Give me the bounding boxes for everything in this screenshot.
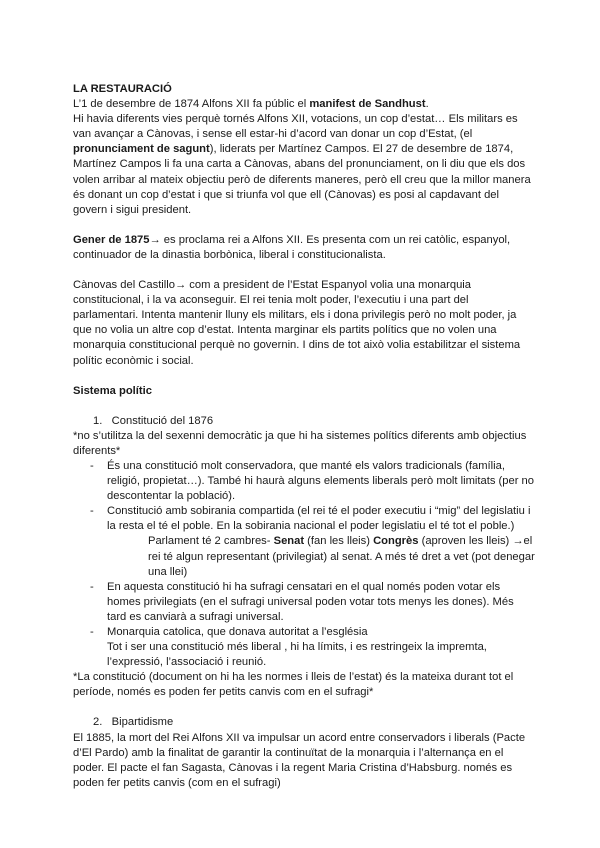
bullet-item bbox=[73, 580, 535, 625]
bullet-item bbox=[73, 459, 535, 504]
bullet-dash: - bbox=[90, 505, 94, 518]
bullet-text: Monarquia catolica, que donava autoritat a l’església bbox=[107, 626, 368, 638]
item-number: 2. bbox=[93, 716, 103, 729]
sub-paragraph-parlament bbox=[73, 534, 535, 579]
bold-term: Congrès bbox=[373, 535, 419, 548]
text-run: Parlament té 2 cambres- bbox=[148, 535, 274, 548]
section-title: Sistema polític bbox=[73, 384, 152, 397]
bullet-dash: - bbox=[90, 580, 94, 593]
bold-term: manifest de Sandhust bbox=[309, 98, 426, 111]
item-label: Constitució del 1876 bbox=[111, 414, 214, 427]
bullet-item bbox=[73, 504, 535, 534]
bold-term: Gener de 1875 bbox=[73, 233, 150, 246]
bold-term: pronunciament de sagunt bbox=[73, 143, 210, 156]
bullet-dash: - bbox=[90, 459, 94, 472]
text-run: L’1 de desembre de 1874 Alfons XII fa públic el bbox=[73, 98, 310, 111]
note-constitution-period: *La constitució (document on hi ha les normes i lleis de l’estat) és la mateixa durant tot el període, només es poden fer petits canvis com en el sufragi* bbox=[73, 671, 514, 699]
document-title: LA RESTAURACIÓ bbox=[73, 83, 172, 95]
paragraph-bipartidisme: El 1885, la mort del Rei Alfons XII va impulsar un acord entre conservadors i liberals (Pacte d’El Pardo) amb la finalitat de garantir la continuïtat de la monarquia i l’alternança en el poder. El pacte el fan Sagasta, Cànovas i la regent Maria Cristina d’Habsburg. només es poden fer petits canvis (com en el sufragi) bbox=[73, 731, 526, 789]
bullet-text: En aquesta constitució hi ha sufragi censatari en el qual només poden votar els homes privilegiats (en el sufragi universal poden votar tots menys les dones). Més tard es canviarà a sufragi universal. bbox=[107, 580, 514, 623]
bullet-continuation: Tot i ser una constitució més liberal , hi ha límits, i es restringeix la impremta, l’expressió, l’associació i reunió. bbox=[107, 641, 487, 669]
text-run: ), liderats per Martínez Campos. El 27 de desembre de 1874, Martínez Campos li fa una carta a Cànovas, abans del pronunciament, on li diu que els dos volen arribar al mateix objectiu però de diferents maneres, però ell creu que la millor manera és donant un cop d’estat i que si triunfa vol que ell (Cànovas) es posi al capdavant del govern i sigui president. bbox=[73, 143, 531, 216]
document-body bbox=[73, 82, 535, 791]
bold-term: Senat bbox=[273, 535, 305, 548]
bullet-dash: - bbox=[90, 626, 94, 638]
text-run: . bbox=[425, 98, 429, 111]
paragraph-manifest bbox=[73, 97, 535, 218]
numbered-item-2 bbox=[73, 715, 535, 730]
item-label: Bipartidisme bbox=[111, 716, 174, 729]
bullet-text: Constitució amb sobirania compartida (el rei té el poder executiu i “mig” del legislatiu i la resta el té el poble. En la sobirania nacional el poder legislatiu el té tot el poble.) bbox=[107, 505, 531, 533]
paragraph-gener-1875 bbox=[73, 233, 535, 263]
bullet-text: És una constitució molt conservadora, que manté els valors tradicionals (família, religió, propietat…). També hi haurà alguns elements liberals però molt limitats (per no descontentar la població). bbox=[107, 459, 534, 503]
text-run: Hi havia diferents vies perquè tornés Alfons XII, votacions, un cop d’estat… Els militars es van avançar a Cànovas, i sense ell estar-hi d’acord van donar un cop d’Estat, (el bbox=[73, 113, 518, 141]
note-constitution: *no s’utilitza la del sexenni democràtic ja que hi ha sistemes polítics diferents amb objectius diferents* bbox=[73, 429, 527, 457]
numbered-item-1 bbox=[73, 414, 535, 429]
text-run: (fan les lleis) bbox=[304, 535, 374, 548]
item-number: 1. bbox=[93, 414, 103, 427]
bullet-item bbox=[73, 625, 535, 670]
text-run: (aproven les lleis) →el rei té algun representant (privilegiat) al senat. A més té dret a vet (pot denegar una llei) bbox=[148, 535, 535, 578]
text-run: → es proclama rei a Alfons XII. Es presenta com un rei catòlic, espanyol, continuador de la dinastia borbònica, liberal i constitucionalista. bbox=[73, 233, 511, 261]
paragraph-canovas: Cànovas del Castillo→ com a president de l’Estat Espanyol volia una monarquia constitucional, i la va aconseguir. El rei tenia molt poder, l’executiu i una part del parlamentari. Intenta mantenir lluny els militars, els i dona privilegis però no molt poder, ja que no volia un altre cop d’estat. Intenta marginar els partits polítics que no volen una monarquia constitucional perquè no governin. I dins de tot això volia estabilitzar el sistema polític econòmic i social. bbox=[73, 279, 521, 367]
